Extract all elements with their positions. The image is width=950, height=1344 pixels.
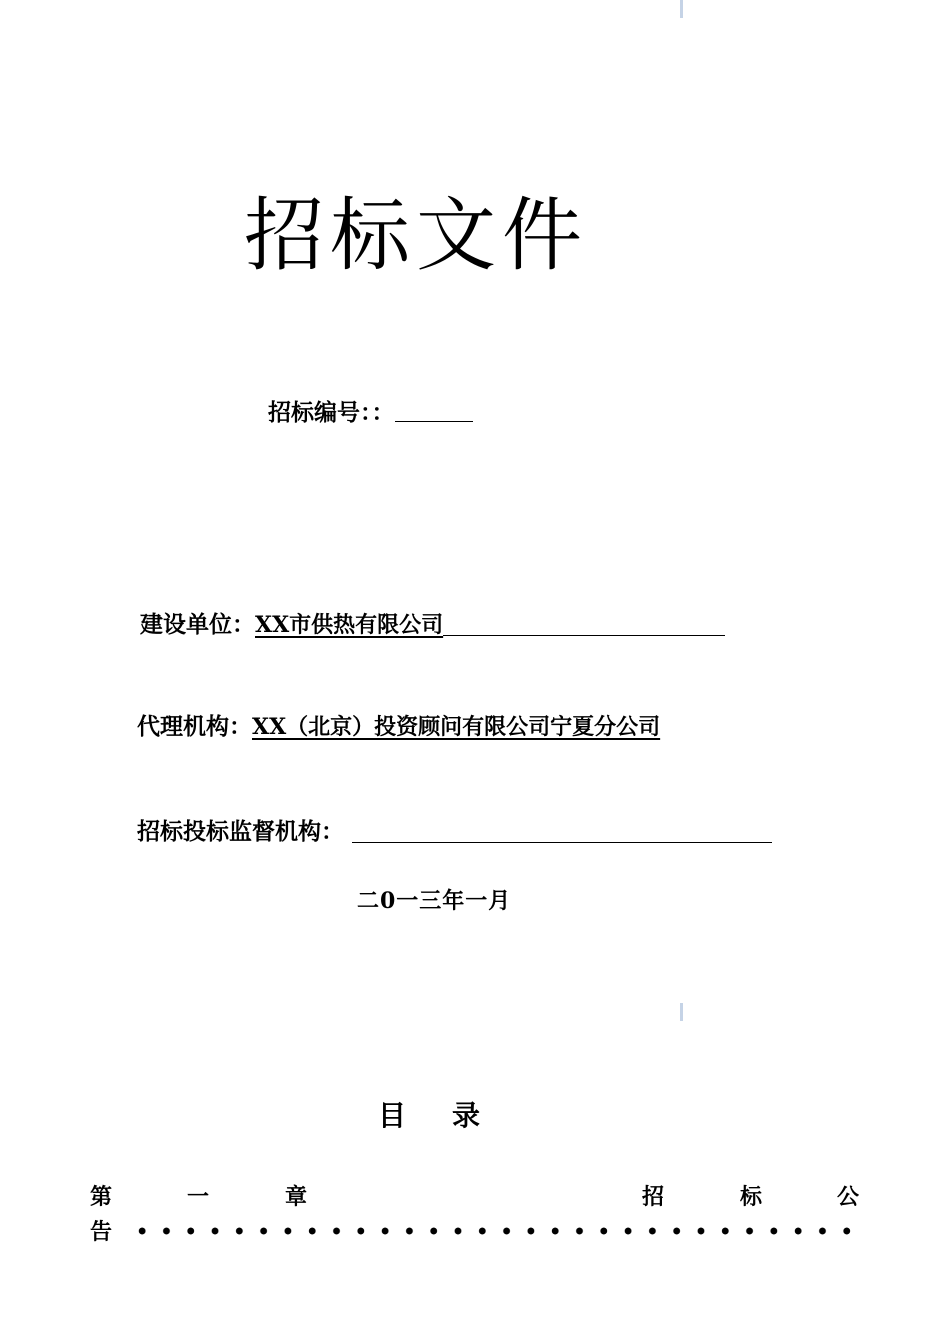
owner-label: 建设单位： [140,611,255,638]
toc-entry-char: 标 [740,1184,763,1210]
toc-entry-char: 招 [642,1184,665,1210]
page-corner-mark [680,0,683,18]
bid-number-blank [395,399,473,422]
page-break-mark [680,1003,683,1021]
toc-heading-char: 录 [452,1099,481,1132]
toc-entry-char: 第 [90,1184,113,1210]
toc-heading [378,1094,480,1134]
bid-number-label: 招标编号：： [268,399,395,426]
issue-date: 二0一三年一月 [357,888,512,914]
supervisor-underline [352,820,772,843]
agency-value: XX（北京）投资顾问有限公司宁夏分公司 [252,714,661,740]
toc-entry-char: 一 [187,1184,210,1210]
toc-entry-chapter-1-continued[interactable] [90,1215,860,1245]
bid-number-line [268,398,473,430]
toc-dot-leader [126,1223,856,1235]
owner-underline [443,613,725,636]
supervisor-line [137,817,772,849]
owner-line [140,610,725,642]
agency-label: 代理机构： [137,713,252,740]
toc-entry-char: 公 [837,1184,860,1210]
toc-heading-char: 目 [378,1099,407,1132]
toc-entry-char: 告 [90,1219,113,1245]
agency-line [137,712,660,744]
toc-entry-char: 章 [285,1184,308,1210]
document-title: 招标文件 [244,189,588,282]
toc-entry-chapter-1[interactable] [90,1180,860,1210]
supervisor-label: 招标投标监督机构： [137,818,344,845]
owner-value: XX市供热有限公司 [255,612,444,638]
